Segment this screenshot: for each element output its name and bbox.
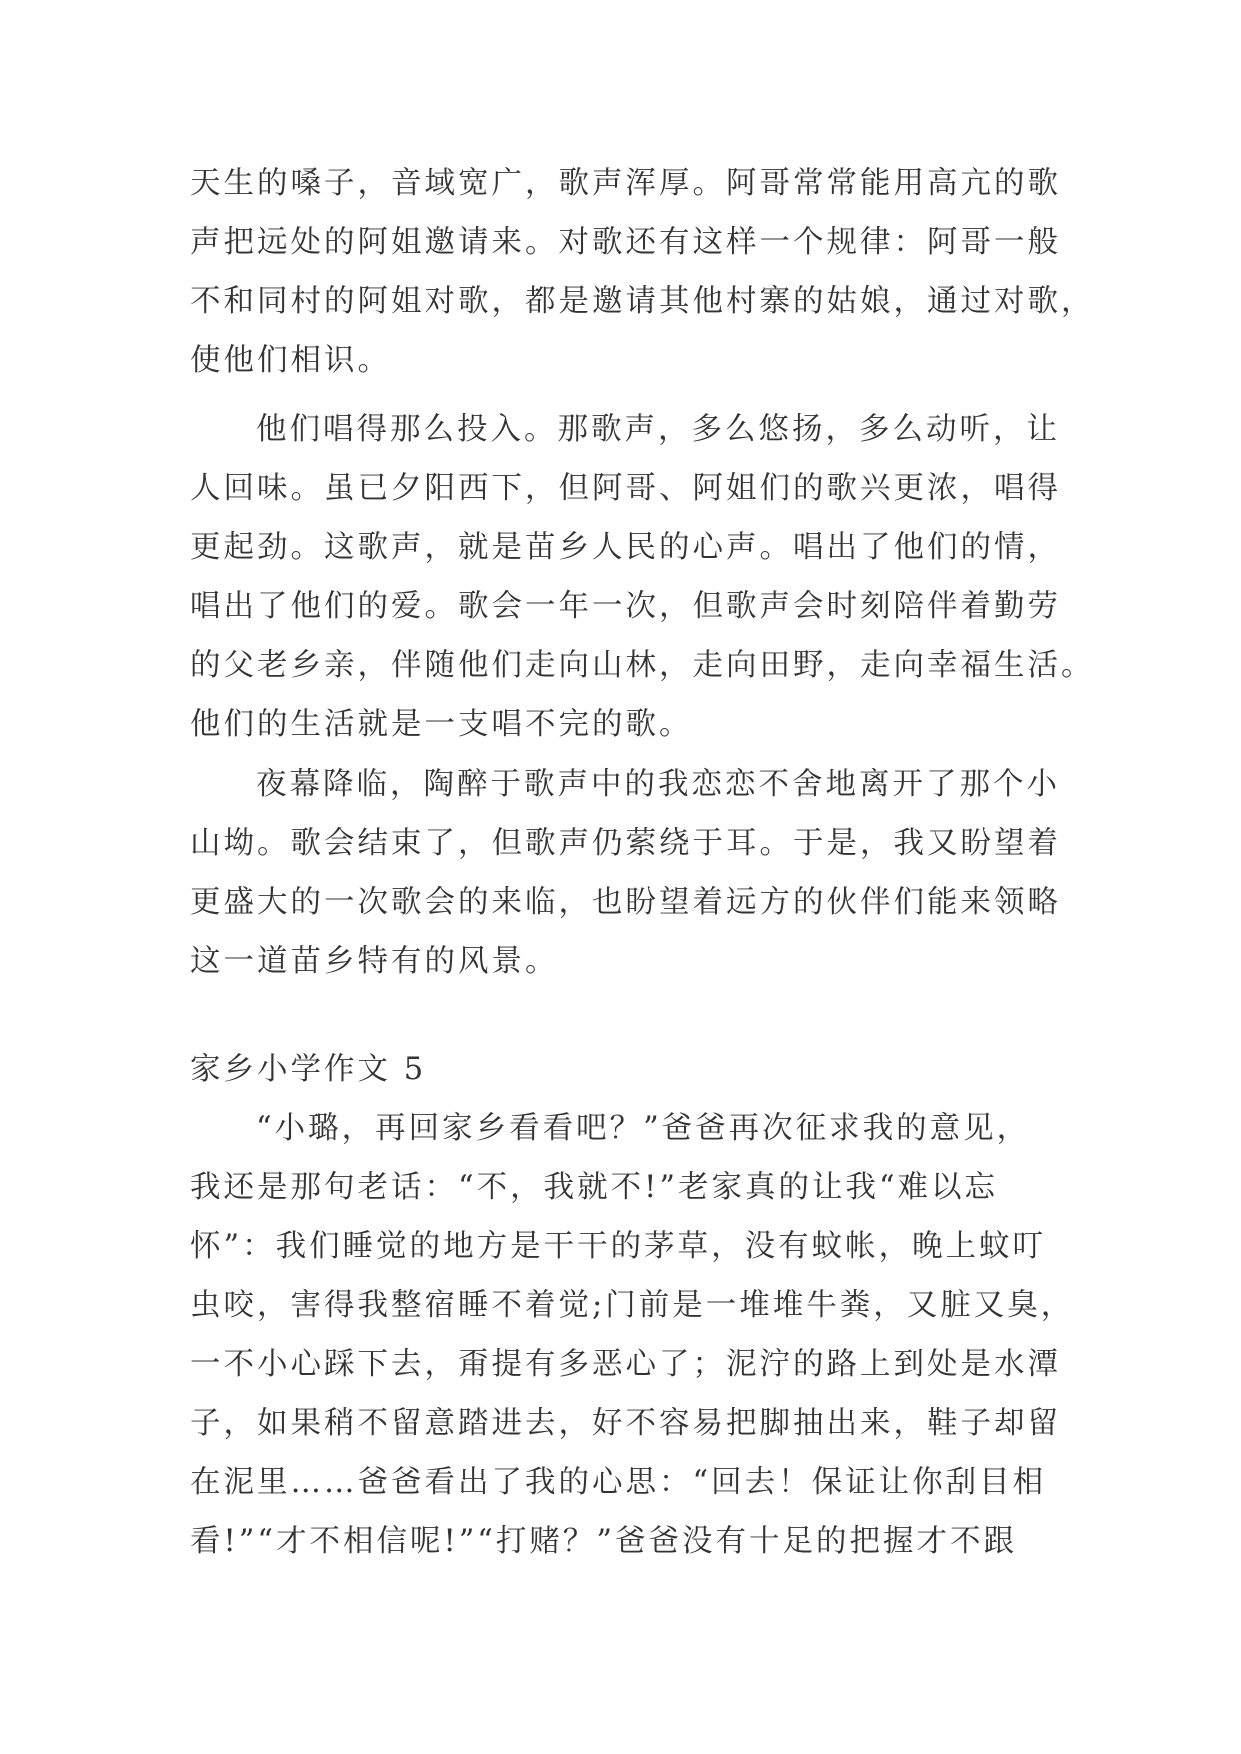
text-line: 夜幕降临，陶醉于歌声中的我恋恋不舍地离开了那个小 <box>256 767 1060 802</box>
text-line: 他们唱得那么投入。那歌声，多么悠扬，多么动听，让 <box>256 412 1060 447</box>
text-line: 怀”：我们睡觉的地方是干干的茅草，没有蚊帐，晚上蚊叮 <box>190 1229 1047 1264</box>
text-line: 我还是那句老话：“不，我就不!”老家真的让我“难以忘 <box>190 1170 999 1205</box>
text-line: 不和同村的阿姐对歌，都是邀请其他村寨的姑娘，通过对歌， <box>190 284 1095 319</box>
paragraph-1 <box>190 154 1095 390</box>
text-line: 在泥里……爸爸看出了我的心思：“回去！保证让你刮目相 <box>190 1465 1047 1500</box>
text-line: “小璐，再回家乡看看吧？”爸爸再次征求我的意见， <box>256 1111 1031 1146</box>
text-line: 虫咬，害得我整宿睡不着觉;门前是一堆堆牛粪，又脏又臭， <box>190 1288 1075 1323</box>
text-line: 山坳。歌会结束了，但歌声仍萦绕于耳。于是，我又盼望着 <box>190 826 1061 861</box>
text-line: 的父老乡亲，伴随他们走向山林，走向田野，走向幸福生活。 <box>190 648 1095 683</box>
text-line: 更盛大的一次歌会的来临，也盼望着远方的伙伴们能来领略 <box>190 885 1061 920</box>
text-line: 更起劲。这歌声，就是苗乡人民的心声。唱出了他们的情， <box>190 530 1061 565</box>
essay-paragraph <box>190 1099 1075 1571</box>
text-line: 一不小心踩下去，甭提有多恶心了；泥泞的路上到处是水潭 <box>190 1347 1061 1382</box>
paragraph-2 <box>190 400 1095 754</box>
text-line: 子，如果稍不留意踏进去，好不容易把脚抽出来，鞋子却留 <box>190 1406 1061 1441</box>
text-line: 使他们相识。 <box>190 343 391 378</box>
section-title: 家乡小学作文 5 <box>190 1052 427 1087</box>
text-line: 人回味。虽已夕阳西下，但阿哥、阿姐们的歌兴更浓，唱得 <box>190 471 1061 506</box>
text-line: 天生的嗓子，音域宽广，歌声浑厚。阿哥常常能用高亢的歌 <box>190 166 1061 201</box>
paragraph-3 <box>190 755 1061 991</box>
section-heading <box>190 1040 1050 1099</box>
text-line: 他们的生活就是一支唱不完的歌。 <box>190 707 693 742</box>
text-line: 唱出了他们的爱。歌会一年一次，但歌声会时刻陪伴着勤劳 <box>190 589 1061 624</box>
text-line: 这一道苗乡特有的风景。 <box>190 944 559 979</box>
text-line: 声把远处的阿姐邀请来。对歌还有这样一个规律：阿哥一般 <box>190 225 1061 260</box>
text-line: 看!”“才不相信呢!”“打赌？”爸爸没有十足的把握才不跟 <box>190 1524 1017 1559</box>
